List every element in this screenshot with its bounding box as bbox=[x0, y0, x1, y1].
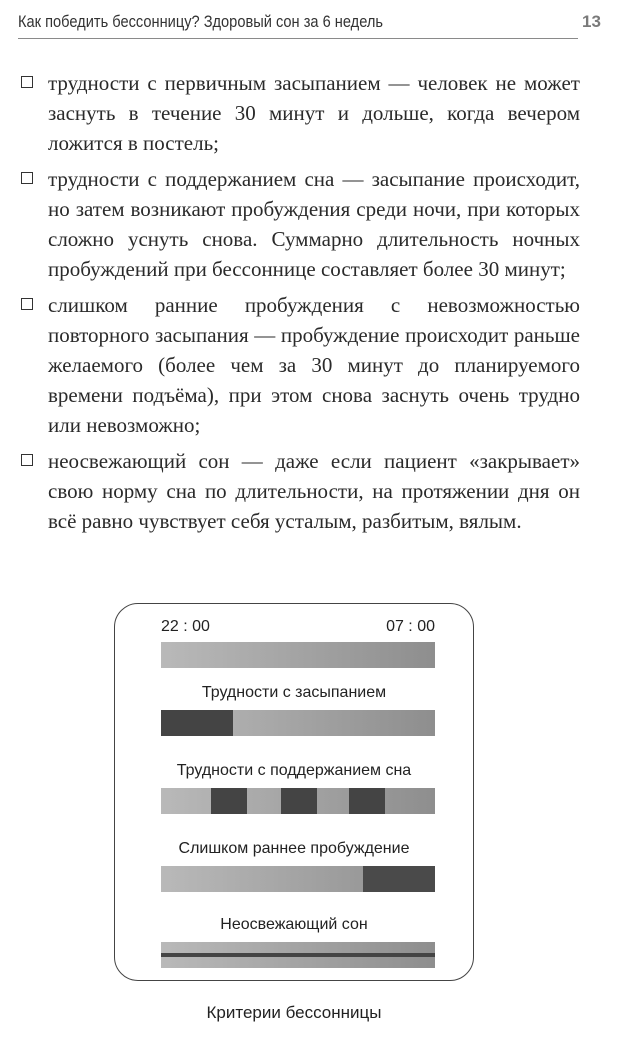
wake-segment bbox=[211, 788, 247, 814]
book-title: Как победить бессонницу? Здоровый сон за 6 недель bbox=[18, 12, 383, 31]
onset-bar bbox=[161, 710, 435, 736]
running-header bbox=[18, 8, 578, 39]
maintenance-bar bbox=[161, 788, 435, 814]
list-item-text: трудности с первичным засыпанием — человек не может заснуть в течение 30 минут и дольше, когда вечером ложится в постель; bbox=[48, 71, 580, 155]
wake-segment bbox=[363, 866, 435, 892]
list-item bbox=[18, 290, 580, 440]
criteria-list bbox=[18, 68, 580, 542]
normal-sleep-bar bbox=[161, 642, 435, 668]
shallow-sleep-line bbox=[161, 953, 435, 957]
wake-segment bbox=[281, 788, 317, 814]
time-start-label: 22 : 00 bbox=[161, 618, 210, 635]
wake-segment bbox=[349, 788, 385, 814]
list-item-text: трудности с поддержанием сна — засыпание происходит, но затем возникают пробуждения среди ночи, при которых сложно уснуть снова. Суммарно длительность ночных пробуждений при бессоннице составляет более 30 минут; bbox=[48, 167, 580, 281]
checkbox-bullet-icon bbox=[21, 172, 33, 184]
checkbox-bullet-icon bbox=[21, 298, 33, 310]
time-end-label: 07 : 00 bbox=[386, 618, 435, 635]
insomnia-criteria-figure bbox=[114, 603, 474, 981]
checkbox-bullet-icon bbox=[21, 76, 33, 88]
list-item-text: слишком ранние пробуждения с невозможностью повторного засыпания — пробуждение происходит раньше желаемого (более чем за 30 минут до планируемого времени подъёма), при этом снова заснуть очень трудно или невозможно; bbox=[48, 293, 580, 437]
unrefreshing-label: Неосвежающий сон bbox=[220, 916, 368, 933]
figure-caption: Критерии бессонницы bbox=[206, 1003, 382, 1022]
wake-segment bbox=[161, 710, 233, 736]
early-waking-label: Слишком раннее пробуждение bbox=[178, 840, 410, 857]
list-item bbox=[18, 68, 580, 158]
page-number: 13 bbox=[582, 12, 601, 31]
list-item-text: неосвежающий сон — даже если пациент «закрывает» свою норму сна по длительности, на протяжении дня он всё равно чувствует себя усталым, разбитым, вялым. bbox=[48, 449, 580, 533]
onset-label: Трудности с засыпанием bbox=[201, 684, 387, 701]
maintenance-label: Трудности с поддержанием сна bbox=[176, 762, 412, 779]
unrefreshing-bar bbox=[161, 942, 435, 968]
early-waking-bar bbox=[161, 866, 435, 892]
list-item bbox=[18, 446, 580, 536]
list-item bbox=[18, 164, 580, 284]
checkbox-bullet-icon bbox=[21, 454, 33, 466]
